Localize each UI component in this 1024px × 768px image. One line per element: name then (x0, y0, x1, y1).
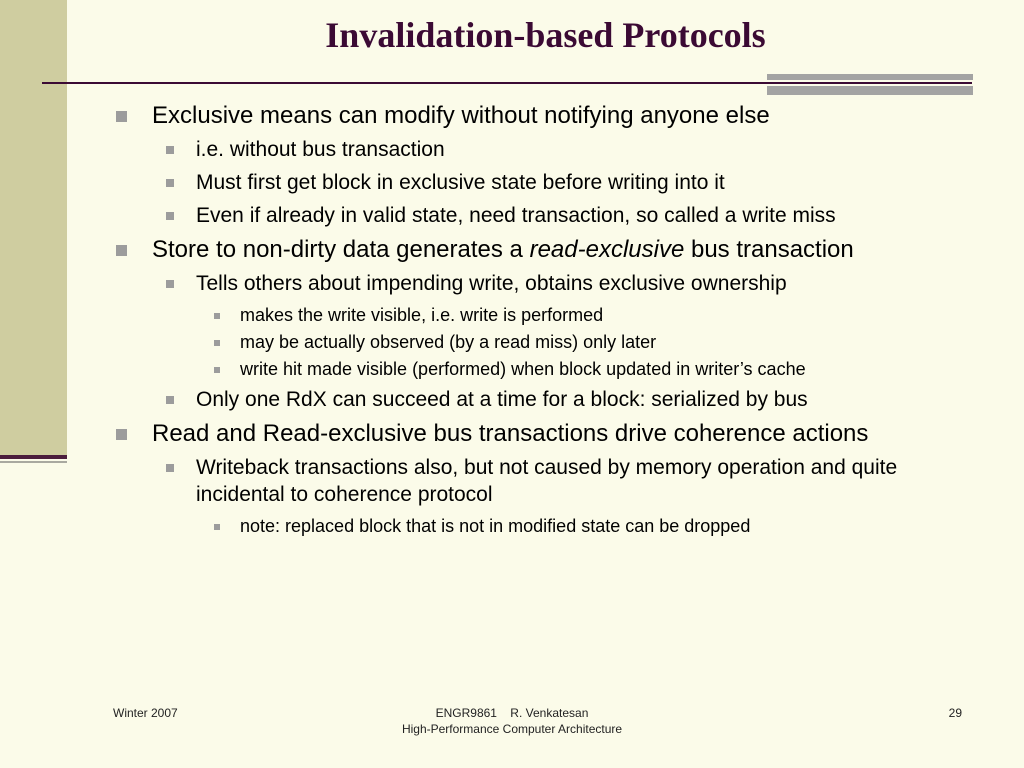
square-bullet-icon (214, 367, 220, 373)
title-underline (42, 82, 972, 84)
square-bullet-icon (166, 396, 174, 404)
bullet-item: Store to non-dirty data generates a read-exclusive bus transaction (112, 235, 962, 265)
left-bar-rule (0, 455, 67, 459)
square-bullet-icon (214, 340, 220, 346)
square-bullet-icon (116, 429, 127, 440)
slide-content (112, 97, 962, 541)
title-accent-bar-bottom (767, 86, 973, 95)
bullet-item: Read and Read-exclusive bus transactions drive coherence actions (112, 419, 962, 449)
bullet-item: write hit made visible (performed) when block updated in writer’s cache (112, 357, 962, 381)
footer-course-line2: High-Performance Computer Architecture (401, 722, 623, 736)
square-bullet-icon (166, 212, 174, 220)
square-bullet-icon (214, 524, 220, 530)
square-bullet-icon (166, 464, 174, 472)
footer-course (0, 705, 1024, 737)
bullet-item: note: replaced block that is not in modified state can be dropped (112, 514, 962, 538)
bullet-item: Writeback transactions also, but not caused by memory operation and quite incidental to coherence protocol (112, 454, 962, 508)
bullet-item: makes the write visible, i.e. write is performed (112, 303, 962, 327)
page-number: 29 (948, 706, 962, 720)
square-bullet-icon (166, 146, 174, 154)
bullet-item: Exclusive means can modify without notifying anyone else (112, 101, 962, 131)
slide-title: Invalidation-based Protocols (325, 15, 766, 55)
bullet-item: Tells others about impending write, obtains exclusive ownership (112, 270, 962, 297)
bullet-item: may be actually observed (by a read miss) only later (112, 330, 962, 354)
title-accent-bar-top (767, 74, 973, 80)
square-bullet-icon (166, 179, 174, 187)
bullet-item: Only one RdX can succeed at a time for a block: serialized by bus (112, 386, 962, 413)
left-decorative-bar (0, 0, 67, 455)
square-bullet-icon (214, 313, 220, 319)
bullet-item: Even if already in valid state, need transaction, so called a write miss (112, 202, 962, 229)
italic-term: read-exclusive (529, 236, 685, 263)
square-bullet-icon (166, 280, 174, 288)
square-bullet-icon (116, 245, 127, 256)
bullet-item: i.e. without bus transaction (112, 136, 962, 163)
bullet-item: Must first get block in exclusive state before writing into it (112, 169, 962, 196)
footer-course-line1: ENGR9861 R. Venkatesan (435, 706, 589, 720)
footer-date: Winter 2007 (113, 706, 178, 720)
left-bar-rule-secondary (0, 461, 67, 463)
square-bullet-icon (116, 111, 127, 122)
